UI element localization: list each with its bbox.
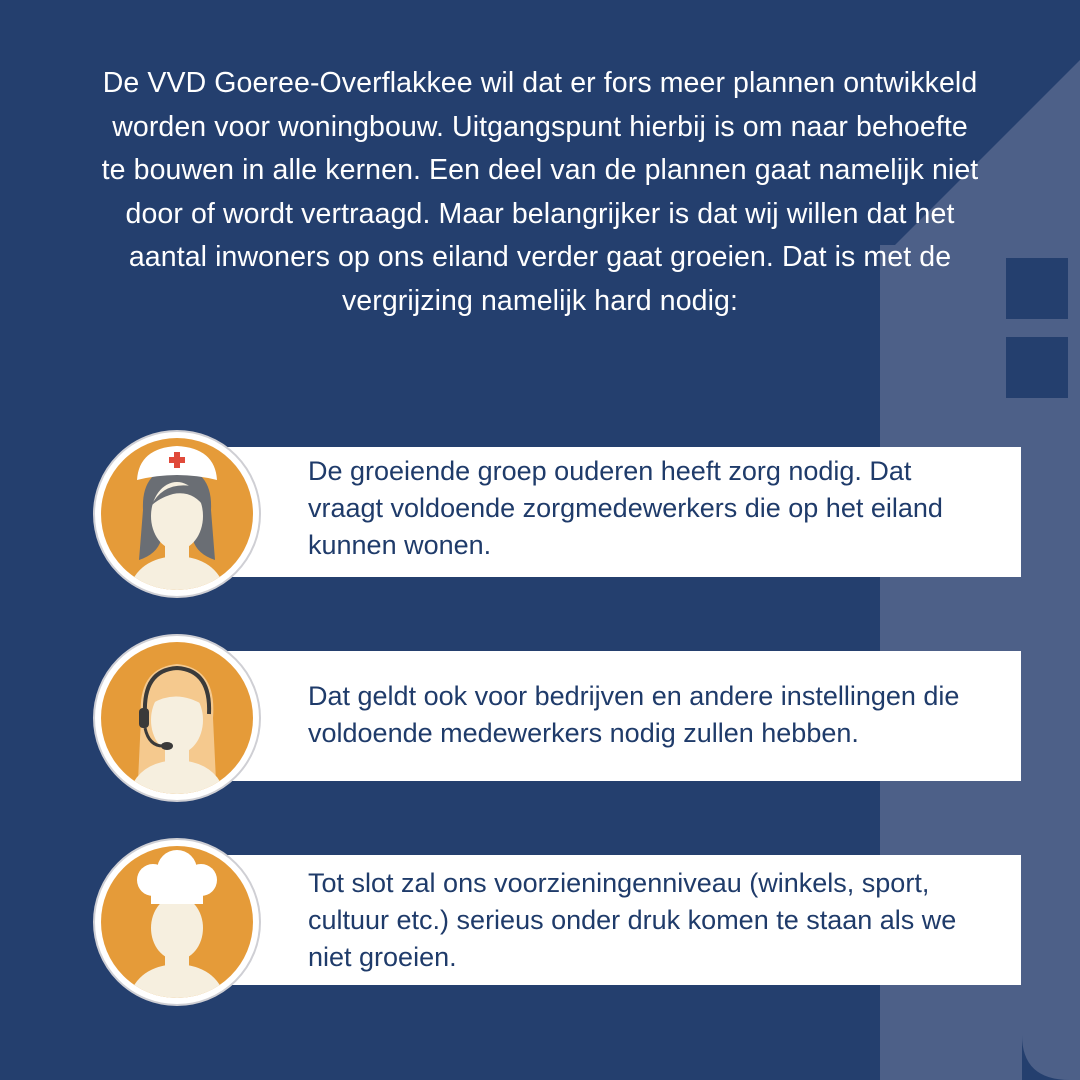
card-2-text: Dat geldt ook voor bedrijven en andere instellingen die voldoende medewerkers nodig zullen hebben. [308,681,960,748]
info-card-2 [220,651,1021,781]
nurse-avatar-icon [93,430,261,598]
house-window-top [1006,258,1068,319]
chef-avatar-icon [93,838,261,1006]
intro-paragraph: De VVD Goeree-Overflakkee wil dat er fors meer plannen ontwikkeld worden voor woningbouw. Uitgangspunt hierbij is om naar behoefte te bouwen in alle kernen. Een deel van de plannen gaat namelijk niet door of wordt vertraagd. Maar belangrijker is dat wij willen dat het aantal inwoners op ons eiland verder gaat groeien. Dat is met de vergrijzing namelijk hard nodig: [101,67,979,317]
house-window-bottom [1006,337,1068,398]
info-card-1 [220,447,1021,577]
card-1-text: De groeiende groep ouderen heeft zorg nodig. Dat vraagt voldoende zorgmedewerkers die op het eiland kunnen wonen. [308,456,943,560]
card-3-text: Tot slot zal ons voorzieningenniveau (winkels, sport, cultuur etc.) serieus onder druk komen te staan als we niet groeien. [308,868,957,972]
call-center-avatar-icon [93,634,261,802]
info-card-3 [220,855,1021,985]
